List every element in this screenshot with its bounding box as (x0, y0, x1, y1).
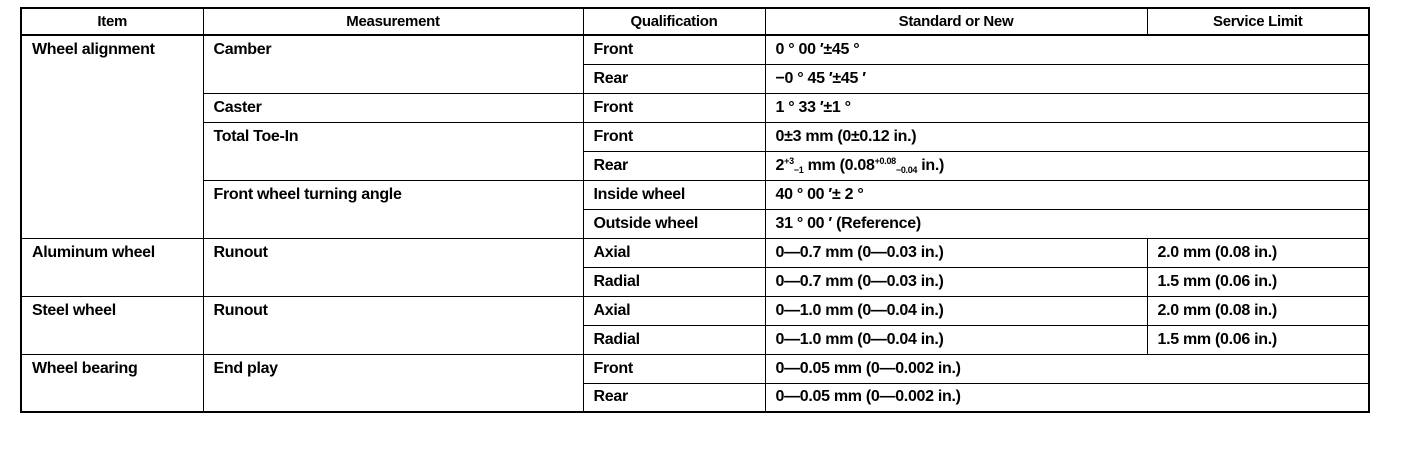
qualification-cell: Rear (583, 151, 765, 180)
standard-cell: 1 ° 33 ′±1 ° (765, 93, 1369, 122)
item-wheel-bearing: Wheel bearing (21, 354, 203, 412)
standard-cell: 40 ° 00 ′± 2 ° (765, 180, 1369, 209)
qualification-cell: Radial (583, 267, 765, 296)
table-row (21, 35, 1369, 64)
measurement-runout-steel: Runout (203, 296, 583, 354)
table-body (21, 35, 1369, 412)
service-limit-cell: 1.5 mm (0.06 in.) (1147, 325, 1369, 354)
standard-cell: 0—0.05 mm (0—0.002 in.) (765, 354, 1369, 383)
value-superscript-inch: +0.08 (874, 155, 896, 166)
table-row (21, 93, 1369, 122)
table-row (21, 122, 1369, 151)
specifications-table (20, 7, 1370, 413)
measurement-caster: Caster (203, 93, 583, 122)
measurement-camber: Camber (203, 35, 583, 93)
standard-cell: −0 ° 45 ′±45 ′ (765, 64, 1369, 93)
value-middle: mm (0.08 (803, 156, 875, 174)
qualification-cell: Front (583, 122, 765, 151)
header-qualification: Qualification (583, 8, 765, 35)
qualification-cell: Front (583, 35, 765, 64)
header-standard: Standard or New (765, 8, 1147, 35)
qualification-cell: Front (583, 93, 765, 122)
item-aluminum-wheel: Aluminum wheel (21, 238, 203, 296)
table-header (21, 8, 1369, 35)
table-row (21, 354, 1369, 383)
standard-cell: 0—0.7 mm (0—0.03 in.) (765, 267, 1147, 296)
value-subscript-inch: −0.04 (895, 164, 918, 175)
header-measurement: Measurement (203, 8, 583, 35)
header-service-limit: Service Limit (1147, 8, 1369, 35)
qualification-cell: Radial (583, 325, 765, 354)
qualification-cell: Inside wheel (583, 180, 765, 209)
standard-cell: 0—1.0 mm (0—0.04 in.) (765, 325, 1147, 354)
table-row (21, 238, 1369, 267)
item-steel-wheel: Steel wheel (21, 296, 203, 354)
table-row (21, 296, 1369, 325)
measurement-turning-angle: Front wheel turning angle (203, 180, 583, 238)
header-row (21, 8, 1369, 35)
service-limit-cell: 2.0 mm (0.08 in.) (1147, 238, 1369, 267)
standard-cell-toe-rear (765, 151, 1369, 180)
standard-cell: 0—0.05 mm (0—0.002 in.) (765, 383, 1369, 412)
value-superscript: +3 (784, 155, 794, 166)
measurement-runout-aluminum: Runout (203, 238, 583, 296)
item-wheel-alignment: Wheel alignment (21, 35, 203, 238)
qualification-cell: Axial (583, 296, 765, 325)
table-row (21, 180, 1369, 209)
qualification-cell: Rear (583, 383, 765, 412)
qualification-cell: Front (583, 354, 765, 383)
standard-cell: 0 ° 00 ′±45 ° (765, 35, 1369, 64)
service-limit-cell: 1.5 mm (0.06 in.) (1147, 267, 1369, 296)
qualification-cell: Axial (583, 238, 765, 267)
measurement-end-play: End play (203, 354, 583, 412)
value-base: 2 (775, 156, 785, 174)
qualification-cell: Outside wheel (583, 209, 765, 238)
service-limit-cell: 2.0 mm (0.08 in.) (1147, 296, 1369, 325)
standard-cell: 31 ° 00 ′ (Reference) (765, 209, 1369, 238)
measurement-total-toe-in: Total Toe-In (203, 122, 583, 180)
qualification-cell: Rear (583, 64, 765, 93)
value-subscript: −1 (793, 164, 804, 175)
standard-cell: 0—1.0 mm (0—0.04 in.) (765, 296, 1147, 325)
standard-cell: 0±3 mm (0±0.12 in.) (765, 122, 1369, 151)
header-item: Item (21, 8, 203, 35)
standard-cell: 0—0.7 mm (0—0.03 in.) (765, 238, 1147, 267)
value-tail: in.) (917, 156, 945, 174)
